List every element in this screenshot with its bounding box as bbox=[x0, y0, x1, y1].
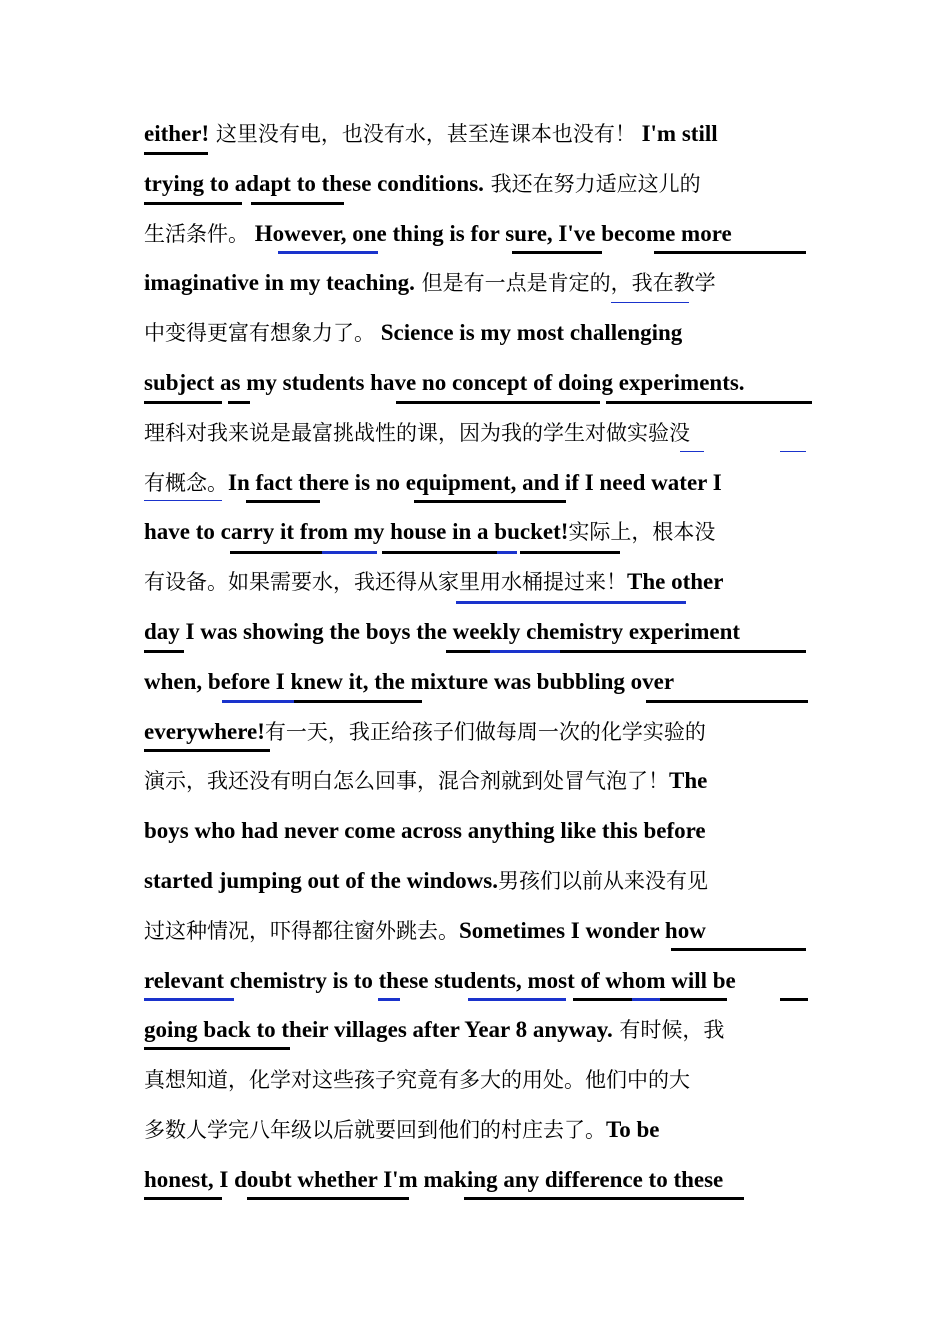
english-text: Science is my most challenging bbox=[375, 320, 683, 346]
chinese-text: 生活条件。 bbox=[144, 221, 249, 246]
chinese-text: 我还在努力适应这儿的 bbox=[483, 171, 701, 196]
text-line bbox=[144, 865, 808, 899]
chinese-text: 过这种情况，吓得都往窗外跳去。 bbox=[144, 918, 459, 943]
chinese-text: 但是有一点是肯定的，我在教学 bbox=[414, 271, 716, 296]
underline-mark bbox=[464, 1197, 744, 1200]
text-line bbox=[144, 666, 808, 700]
english-text: To be bbox=[606, 1117, 660, 1142]
underline-mark bbox=[144, 749, 270, 752]
underline-mark bbox=[414, 500, 566, 503]
english-text: However, one thing is for sure, I've become more bbox=[249, 220, 732, 246]
english-text: The bbox=[669, 768, 708, 794]
underline-mark bbox=[654, 251, 806, 254]
text-line bbox=[144, 168, 808, 202]
chinese-text: 男孩们以前从来没有见 bbox=[497, 869, 708, 893]
underline-mark bbox=[611, 302, 689, 303]
underline-mark bbox=[246, 500, 320, 503]
english-text: I'm still bbox=[635, 121, 718, 146]
chinese-text: 真想知道，化学对这些孩子究竟有多大的用处。他们中的大 bbox=[144, 1068, 690, 1093]
chinese-text: 实际上，根本没 bbox=[568, 520, 716, 545]
underline-mark bbox=[294, 700, 422, 703]
chinese-text: 多数人学完八年级以后就要回到他们的村庄去了。 bbox=[144, 1118, 606, 1142]
underline-mark bbox=[512, 251, 602, 254]
underline-mark bbox=[780, 998, 808, 1001]
underline-mark bbox=[490, 650, 560, 653]
underline-mark bbox=[144, 152, 208, 155]
text-line bbox=[144, 915, 808, 949]
text-line bbox=[144, 716, 808, 750]
english-text: Sometimes I wonder how bbox=[459, 917, 706, 943]
underline-mark bbox=[497, 551, 517, 554]
underline-mark bbox=[606, 401, 812, 404]
underline-mark bbox=[251, 202, 344, 205]
underline-mark bbox=[278, 251, 378, 254]
underline-mark bbox=[520, 551, 620, 554]
english-text: going back to their villages after Year 8 anyway. bbox=[144, 1017, 613, 1043]
text-line bbox=[144, 616, 808, 650]
english-text: started jumping out of the windows. bbox=[144, 868, 498, 893]
english-text: either! bbox=[144, 121, 210, 146]
text-line bbox=[144, 218, 808, 252]
text-line bbox=[144, 118, 808, 152]
text-line bbox=[144, 965, 808, 999]
text-line bbox=[144, 815, 808, 849]
text-line bbox=[144, 1114, 808, 1148]
chinese-text: 有一天，我正给孩子们做每周一次的化学实验的 bbox=[264, 719, 706, 744]
underline-mark bbox=[680, 451, 704, 452]
underline-mark bbox=[468, 998, 566, 1001]
underline-mark bbox=[144, 401, 222, 404]
english-text: In fact there is no equipment, and if I need water I bbox=[228, 469, 722, 495]
chinese-text: 有概念。 bbox=[144, 470, 228, 495]
underline-mark bbox=[671, 948, 806, 951]
text-line bbox=[144, 467, 808, 501]
underline-mark bbox=[144, 998, 234, 1001]
underline-mark bbox=[144, 650, 184, 653]
underline-mark bbox=[247, 1197, 409, 1200]
english-text: imaginative in my teaching. bbox=[144, 270, 415, 296]
underline-mark bbox=[632, 998, 660, 1001]
chinese-text: 演示，我还没有明白怎么回事，混合剂就到处冒气泡了！ bbox=[144, 769, 669, 794]
underline-mark bbox=[222, 700, 294, 703]
chinese-text: 有时候，我 bbox=[612, 1018, 725, 1043]
underline-mark bbox=[144, 1197, 222, 1200]
text-line bbox=[144, 1164, 808, 1198]
text-line bbox=[144, 765, 808, 799]
chinese-text: 理科对我来说是最富挑战性的课，因为我的学生对做实验没 bbox=[144, 420, 690, 445]
english-text: relevant chemistry is to these students, most of whom will be bbox=[144, 967, 736, 993]
chinese-text: 有设备。如果需要水，我还得从家里用水桶提过来！ bbox=[144, 570, 627, 595]
underline-mark bbox=[396, 401, 600, 404]
text-line bbox=[144, 417, 808, 451]
text-line bbox=[144, 267, 808, 301]
underline-mark bbox=[322, 551, 377, 554]
underline-mark bbox=[144, 1047, 290, 1050]
text-line bbox=[144, 1014, 808, 1048]
english-text: when, before I knew it, the mixture was bubbling over bbox=[144, 668, 675, 694]
underline-mark bbox=[646, 700, 808, 703]
text-line bbox=[144, 516, 808, 550]
english-text: trying to adapt to these conditions. bbox=[144, 170, 484, 196]
underline-mark bbox=[382, 551, 502, 554]
text-line bbox=[144, 566, 808, 600]
chinese-text: 中变得更富有想象力了。 bbox=[144, 321, 375, 346]
chinese-text: 这里没有电，也没有水，甚至连课本也没有！ bbox=[209, 122, 636, 146]
underline-mark bbox=[780, 451, 806, 452]
english-text: everywhere! bbox=[144, 718, 265, 744]
english-text: day I was showing the boys the weekly chemistry experiment bbox=[144, 619, 741, 644]
underline-mark bbox=[144, 202, 242, 205]
underline-mark bbox=[456, 601, 686, 604]
english-text: have to carry it from my house in a bucket! bbox=[144, 519, 569, 545]
underline-mark bbox=[378, 998, 400, 1001]
text-line bbox=[144, 1064, 808, 1098]
underline-mark bbox=[228, 401, 250, 404]
english-text: subject as my students have no concept of doing experiments. bbox=[144, 370, 745, 395]
text-line bbox=[144, 317, 808, 351]
english-text: honest, I doubt whether I'm making any difference to these bbox=[144, 1166, 724, 1192]
english-text: boys who had never come across anything like this before bbox=[144, 818, 706, 844]
text-line bbox=[144, 367, 808, 401]
underline-mark bbox=[144, 500, 222, 501]
english-text: The other bbox=[627, 569, 724, 595]
